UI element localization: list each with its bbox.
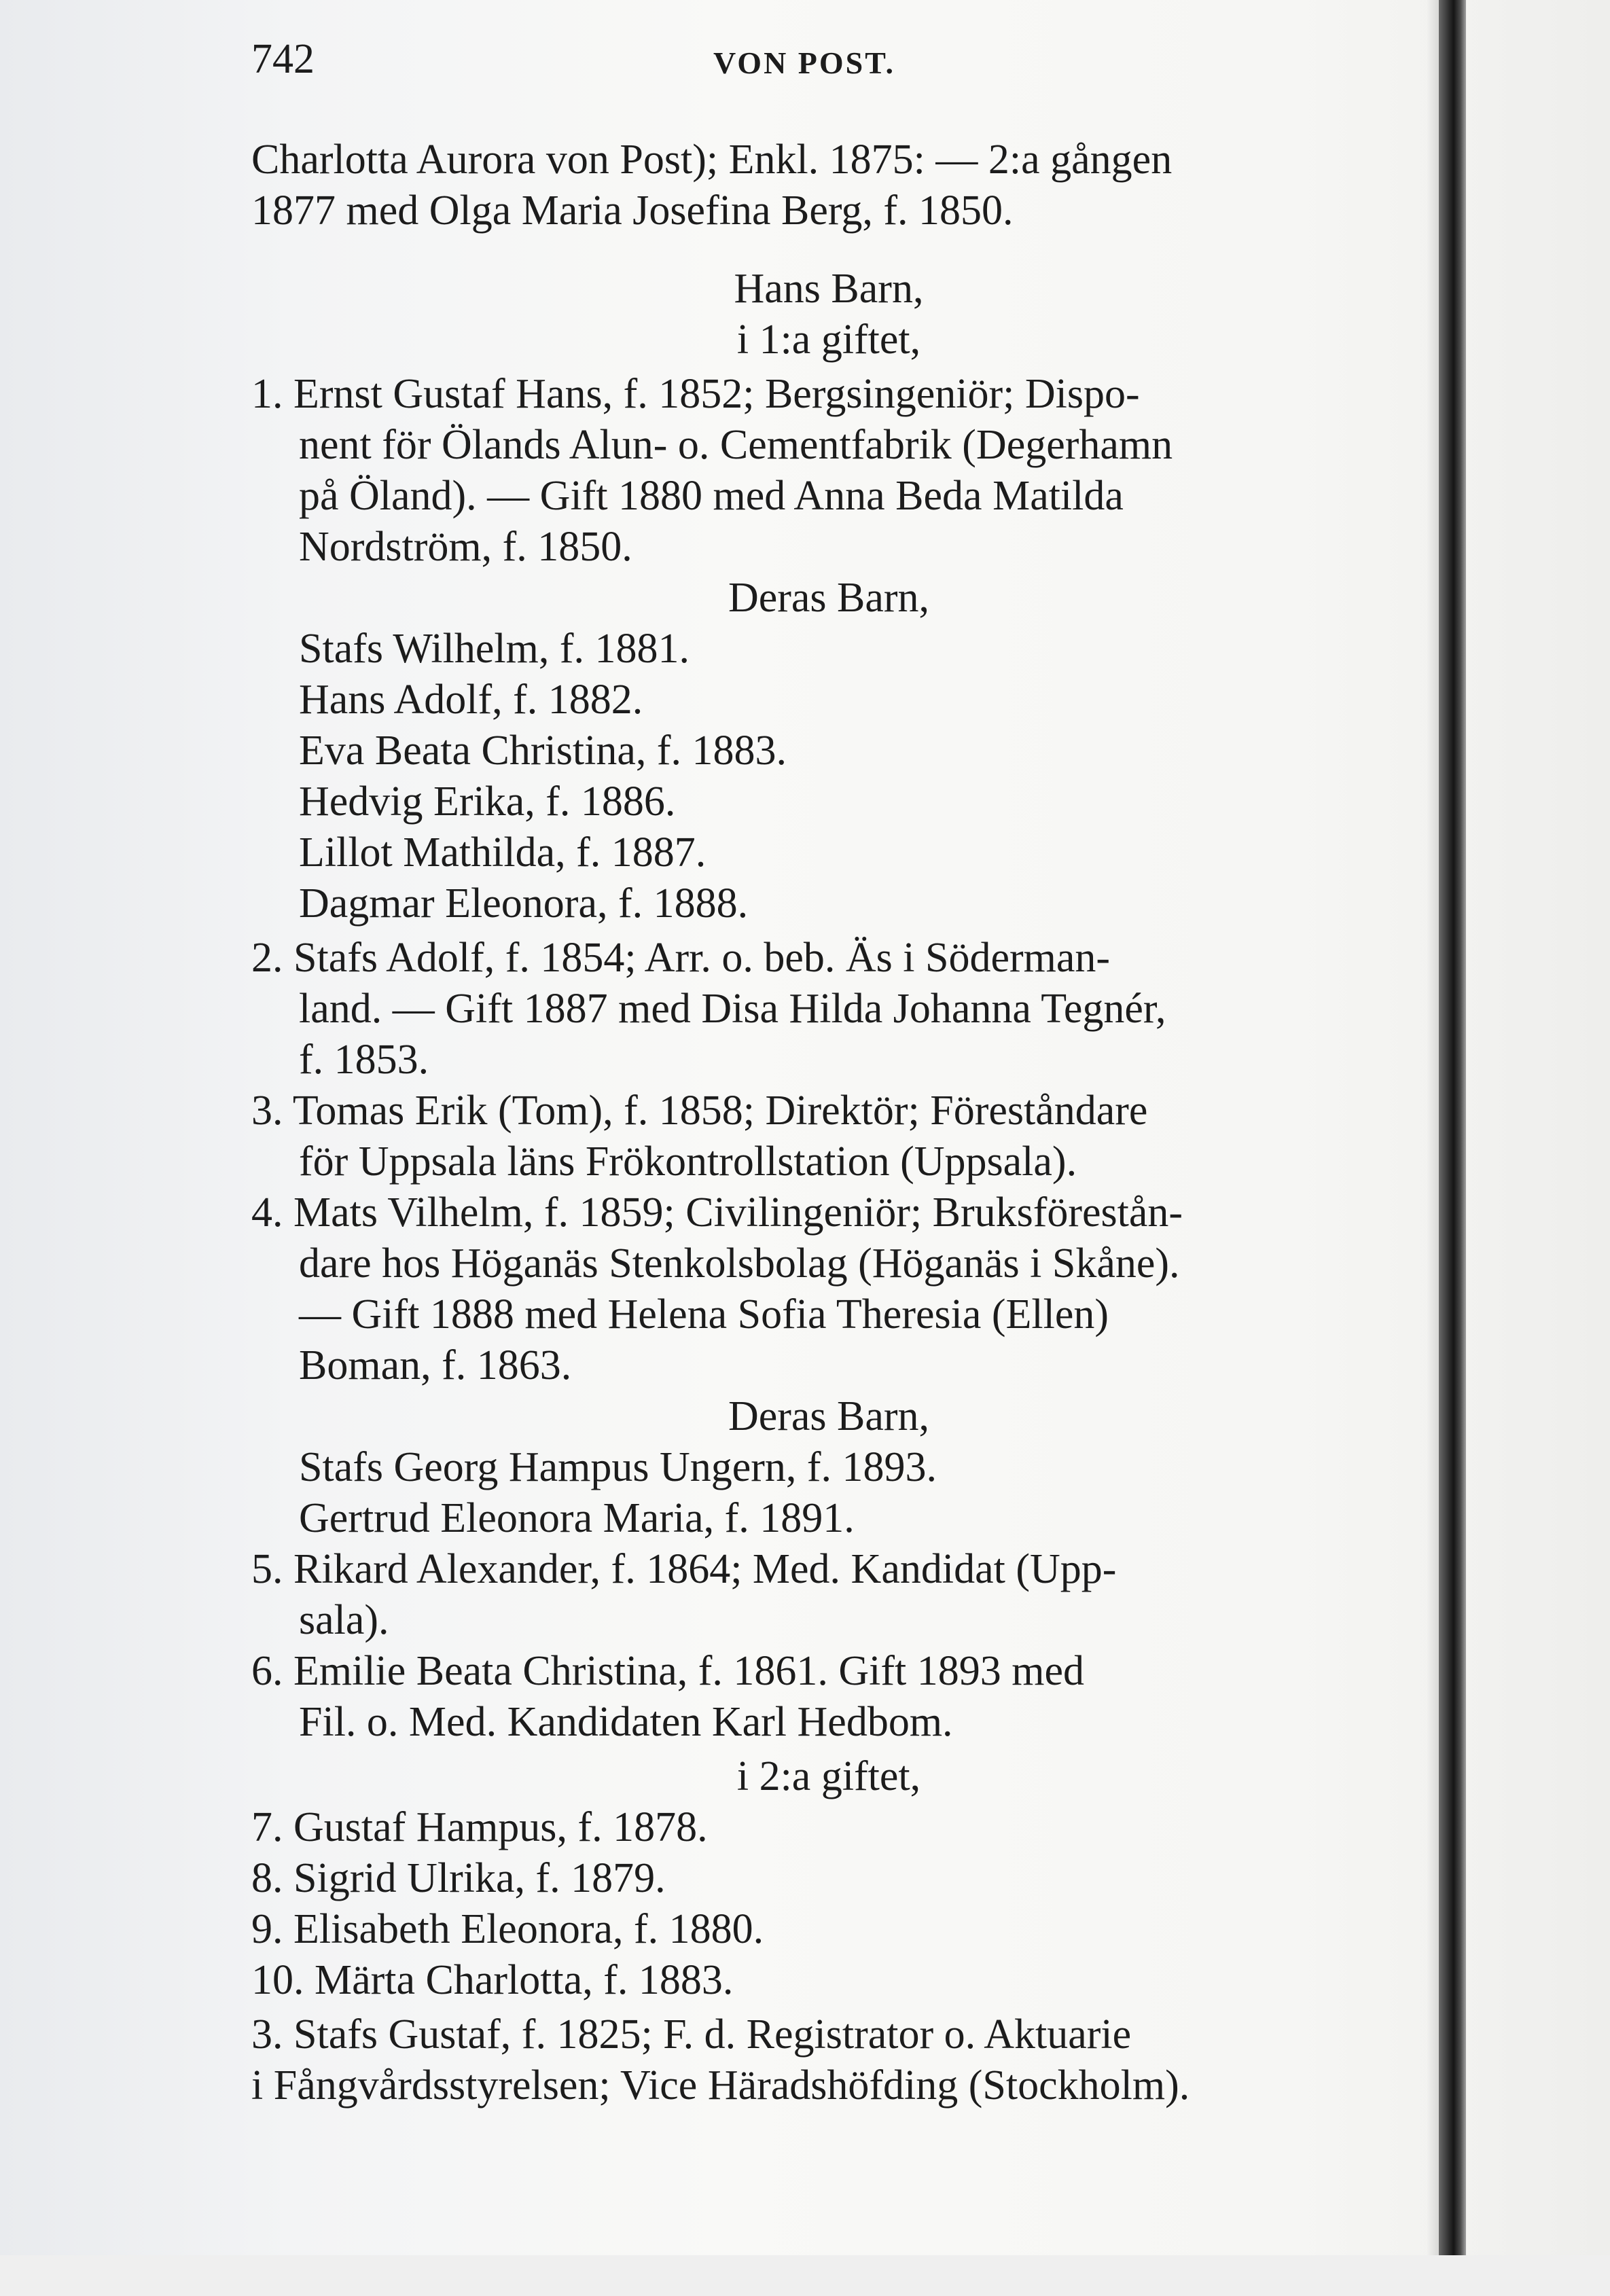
entry-line: nent för Ölands Alun- o. Cementfabrik (Degerhamn — [299, 422, 1173, 468]
text-line: 1877 med Olga Maria Josefina Berg, f. 1850. — [251, 187, 1014, 234]
entry-line: 10. Märta Charlotta, f. 1883. — [251, 1957, 734, 2003]
section-heading: Deras Barn, — [728, 575, 930, 621]
book-binding-edge — [1439, 0, 1466, 2255]
entry-line: 5. Rikard Alexander, f. 1864; Med. Kandidat (Upp- — [251, 1546, 1117, 1592]
entry-line: 9. Elisabeth Eleonora, f. 1880. — [251, 1906, 764, 1952]
entry-line: Nordström, f. 1850. — [299, 524, 632, 570]
child-line: Stafs Georg Hampus Ungern, f. 1893. — [299, 1444, 937, 1490]
entry-line: 4. Mats Vilhelm, f. 1859; Civilingeniör; Bruksförestån- — [251, 1189, 1183, 1236]
child-line: Hans Adolf, f. 1882. — [299, 677, 643, 723]
child-line: Eva Beata Christina, f. 1883. — [299, 728, 787, 774]
entry-line: 1. Ernst Gustaf Hans, f. 1852; Bergsingeniör; Dispo- — [251, 371, 1140, 417]
page-edge-shadow — [1427, 0, 1440, 2255]
entry-line: på Öland). — Gift 1880 med Anna Beda Matilda — [299, 473, 1124, 519]
entry-line: Fil. o. Med. Kandidaten Karl Hedbom. — [299, 1699, 953, 1745]
scan-bottom-margin — [0, 2255, 1610, 2296]
section-heading: Hans Barn, — [734, 266, 924, 312]
entry-line: sala). — [299, 1597, 389, 1643]
entry-line: land. — Gift 1887 med Disa Hilda Johanna Tegnér, — [299, 986, 1166, 1032]
section-subheading: i 2:a giftet, — [736, 1753, 921, 1799]
entry-line: — Gift 1888 med Helena Sofia Theresia (Ellen) — [299, 1291, 1109, 1338]
text-line: Charlotta Aurora von Post); Enkl. 1875: — 2:a gången — [251, 137, 1173, 183]
entry-line: för Uppsala läns Frökontrollstation (Uppsala). — [299, 1138, 1077, 1185]
entry-line: i Fångvårdsstyrelsen; Vice Häradshöfding (Stockholm). — [251, 2062, 1190, 2109]
section-heading: Deras Barn, — [728, 1393, 930, 1439]
entry-line: 8. Sigrid Ulrika, f. 1879. — [251, 1855, 666, 1901]
entry-line: 6. Emilie Beata Christina, f. 1861. Gift 1893 med — [251, 1648, 1085, 1694]
child-line: Stafs Wilhelm, f. 1881. — [299, 626, 690, 672]
section-subheading: i 1:a giftet, — [736, 317, 921, 363]
running-head: VON POST. — [713, 46, 896, 80]
child-line: Gertrud Eleonora Maria, f. 1891. — [299, 1495, 855, 1541]
entry-line: 3. Tomas Erik (Tom), f. 1858; Direktör; Föreståndare — [251, 1088, 1148, 1134]
page-number: 742 — [251, 36, 315, 82]
entry-line: 3. Stafs Gustaf, f. 1825; F. d. Registrator o. Aktuarie — [251, 2011, 1132, 2058]
entry-line: 7. Gustaf Hampus, f. 1878. — [251, 1804, 708, 1850]
entry-line: dare hos Höganäs Stenkolsbolag (Höganäs i Skåne). — [299, 1240, 1180, 1287]
entry-line: f. 1853. — [299, 1037, 429, 1083]
child-line: Lillot Mathilda, f. 1887. — [299, 829, 706, 876]
entry-line: Boman, f. 1863. — [299, 1342, 572, 1388]
entry-line: 2. Stafs Adolf, f. 1854; Arr. o. beb. Äs i Söderman- — [251, 935, 1111, 981]
child-line: Dagmar Eleonora, f. 1888. — [299, 880, 749, 927]
child-line: Hedvig Erika, f. 1886. — [299, 778, 676, 825]
